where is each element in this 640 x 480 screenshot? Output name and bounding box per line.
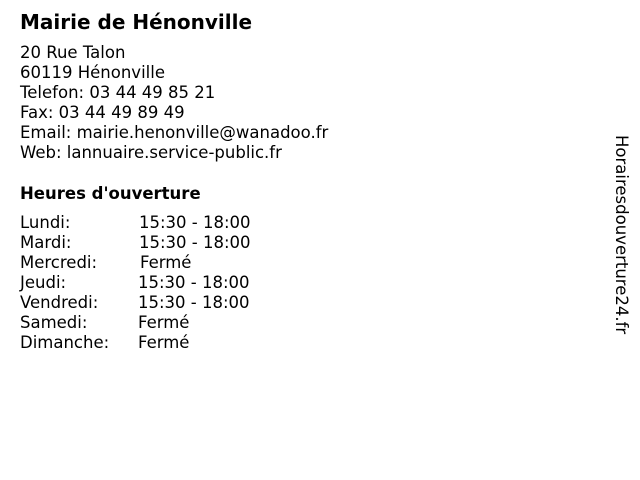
day-label: Jeudi: <box>20 273 67 292</box>
day-label: Dimanche: <box>20 333 110 352</box>
time-value: Fermé <box>138 333 190 352</box>
day-label: Samedi: <box>20 313 88 332</box>
page-title: Mairie de Hénonville <box>20 10 253 34</box>
street-address: 20 Rue Talon <box>20 43 126 62</box>
time-value: 15:30 - 18:00 <box>138 273 250 292</box>
postal-city: 60119 Hénonville <box>20 63 165 82</box>
time-value: 15:30 - 18:00 <box>139 213 251 232</box>
day-label: Lundi: <box>20 213 71 232</box>
day-label: Vendredi: <box>20 293 99 312</box>
time-value: 15:30 - 18:00 <box>139 233 251 252</box>
fax-number: Fax: 03 44 49 89 49 <box>20 103 185 122</box>
site-watermark: Horairesdouverture24.fr <box>612 135 631 335</box>
address-block <box>20 43 328 163</box>
time-value: 15:30 - 18:00 <box>138 293 250 312</box>
time-value: Fermé <box>140 253 192 272</box>
email-address: Email: mairie.henonville@wanadoo.fr <box>20 123 329 142</box>
day-label: Mercredi: <box>20 253 98 272</box>
phone-number: Telefon: 03 44 49 85 21 <box>20 83 216 102</box>
day-label: Mardi: <box>20 233 72 252</box>
hours-heading: Heures d'ouverture <box>20 184 201 203</box>
website: Web: lannuaire.service-public.fr <box>20 143 282 162</box>
time-value: Fermé <box>138 313 190 332</box>
